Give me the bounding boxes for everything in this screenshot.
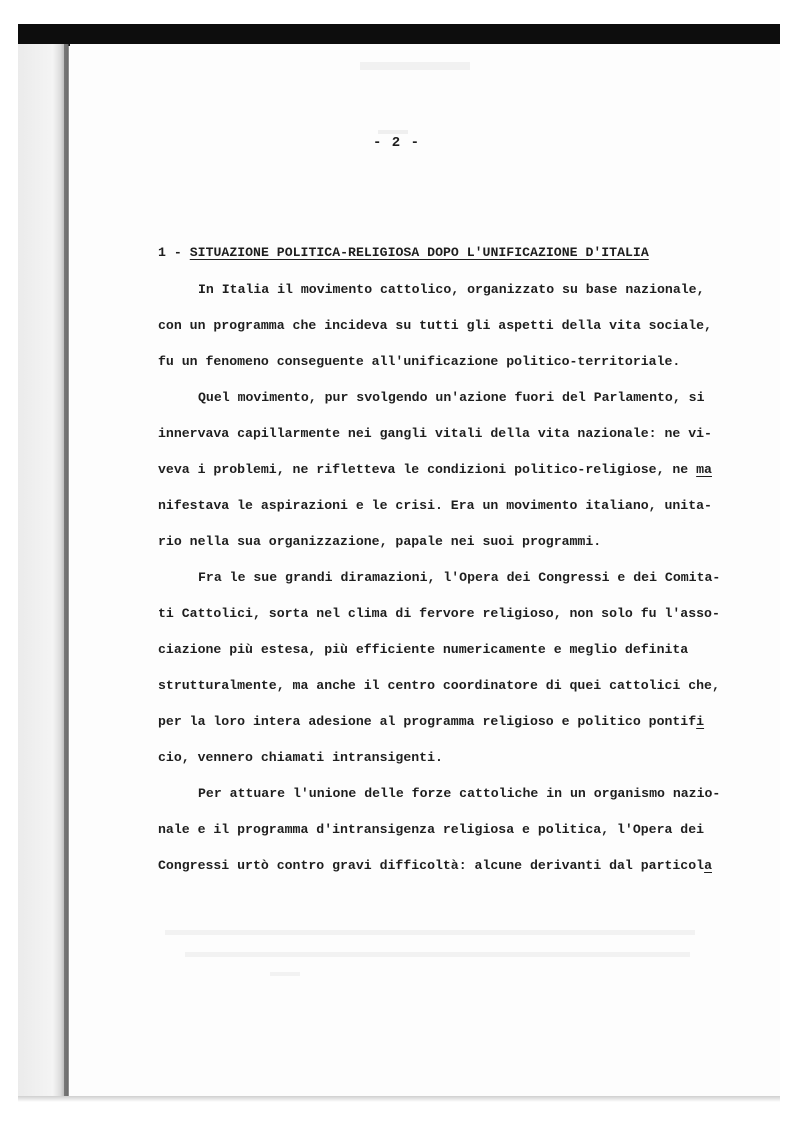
body-line-text: veva i problemi, ne rifletteva le condizioni politico-religiose, ne [158, 462, 697, 477]
body-line [158, 858, 712, 873]
body-line: nifestava le aspirazioni e le crisi. Era un movimento italiano, unita- [158, 498, 712, 513]
body-line [158, 462, 712, 477]
show-through-mark [165, 930, 695, 935]
body-line: Fra le sue grandi diramazioni, l'Opera dei Congressi e dei Comita- [198, 570, 721, 585]
hyphenation-fragment: a [704, 858, 712, 873]
body-line-text: Congressi urtò contro gravi difficoltà: alcune derivanti dal particol [158, 858, 705, 873]
show-through-mark [378, 130, 408, 134]
body-line: In Italia il movimento cattolico, organizzato su base nazionale, [198, 282, 705, 297]
hyphenation-fragment: i [696, 714, 705, 729]
show-through-mark [360, 62, 470, 70]
show-through-mark [185, 952, 690, 957]
section-heading [158, 245, 649, 260]
body-line: ciazione più estesa, più efficiente numericamente e meglio definita [158, 642, 689, 657]
body-line: fu un fenomeno conseguente all'unificazione politico-territoriale. [158, 354, 681, 369]
body-line-text: per la loro intera adesione al programma religioso e politico pontif [158, 714, 697, 729]
scan-bottom-edge [18, 1096, 780, 1102]
section-number: 1 - [158, 245, 182, 260]
body-line: con un programma che incideva su tutti gli aspetti della vita sociale, [158, 318, 712, 333]
body-line [158, 714, 704, 729]
body-line: strutturalmente, ma anche il centro coordinatore di quei cattolici che, [158, 678, 720, 693]
body-line: ti Cattolici, sorta nel clima di fervore religioso, non solo fu l'asso- [158, 606, 720, 621]
body-line: Per attuare l'unione delle forze cattoliche in un organismo nazio- [198, 786, 721, 801]
binding-shadow [64, 44, 69, 1096]
body-line: Quel movimento, pur svolgendo un'azione fuori del Parlamento, si [198, 390, 705, 405]
show-through-mark [270, 972, 300, 976]
scan-left-margin [18, 44, 68, 1096]
scan-top-border [18, 24, 780, 46]
page-number: - 2 - [372, 135, 420, 151]
section-title: SITUAZIONE POLITICA-RELIGIOSA DOPO L'UNIFICAZIONE D'ITALIA [189, 245, 649, 260]
body-line: nale e il programma d'intransigenza religiosa e politica, l'Opera dei [158, 822, 705, 837]
body-line: rio nella sua organizzazione, papale nei suoi programmi. [158, 534, 602, 549]
hyphenation-fragment: ma [696, 462, 712, 477]
body-line: innervava capillarmente nei gangli vitali della vita nazionale: ne vi- [158, 426, 712, 441]
body-line: cio, vennero chiamati intransigenti. [158, 750, 443, 765]
